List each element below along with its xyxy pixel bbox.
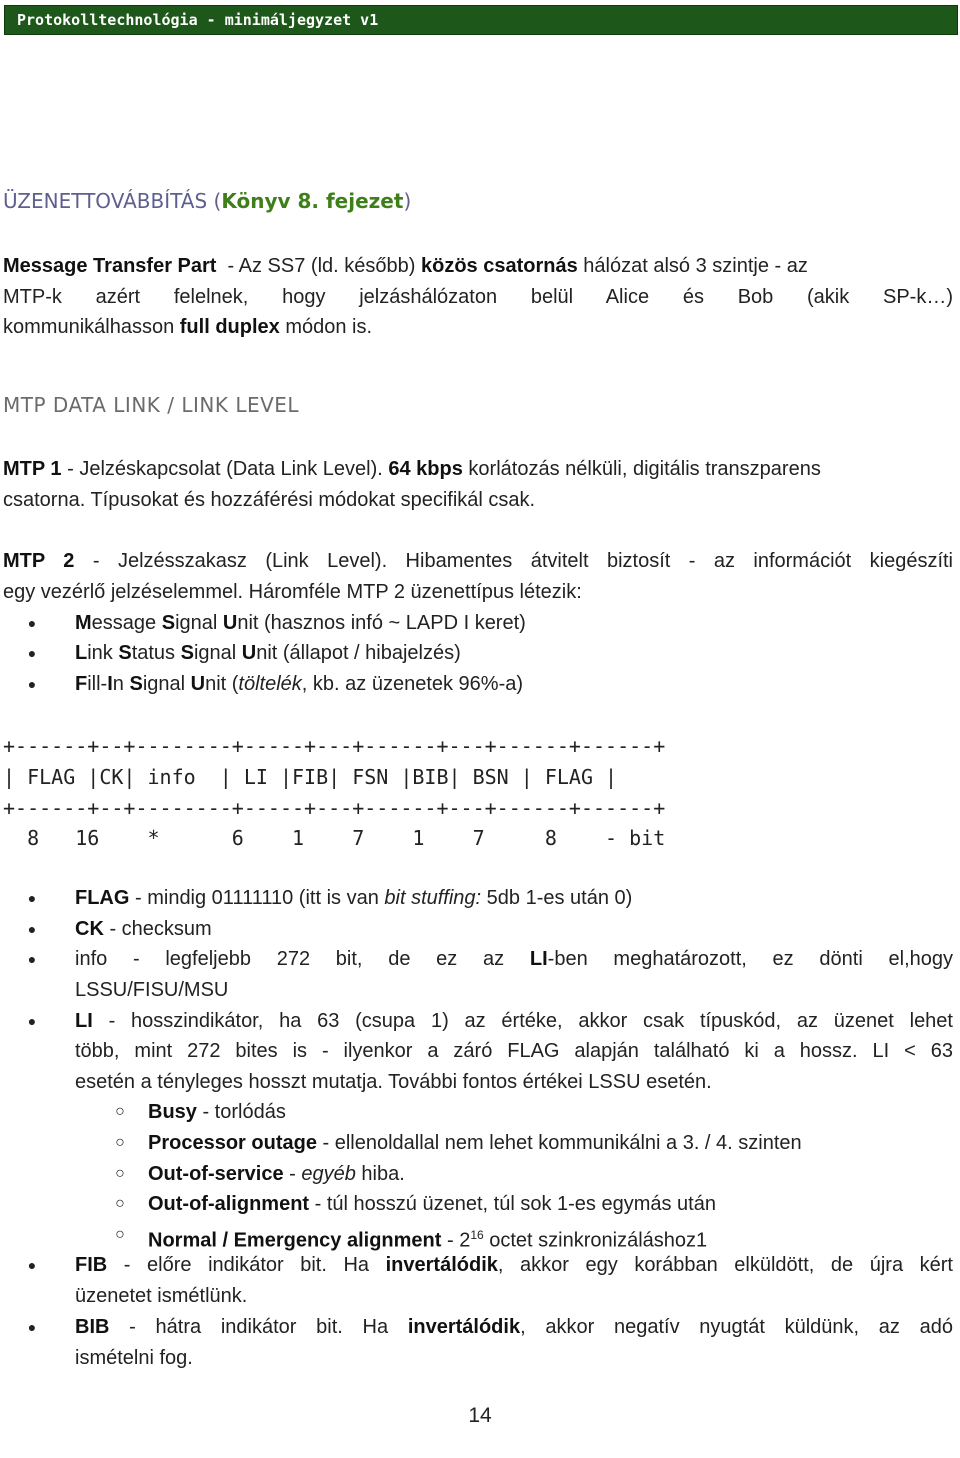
bib-description — [75, 1315, 953, 1339]
document-header-title: Protokolltechnológia - minimáljegyzet v1 — [17, 11, 379, 29]
field-text: több, mint 272 bites is - ilyenkor a záró FLAG alapján található ki a hossz. LI < 63 — [75, 1040, 953, 1062]
type-text: essage — [91, 612, 162, 634]
field-name: BIB — [75, 1316, 110, 1338]
intro-line-3 — [3, 315, 953, 339]
intro-text: módon is. — [285, 316, 373, 338]
fib-description — [75, 1253, 953, 1277]
value-name: Busy — [148, 1101, 197, 1123]
type-initial: U — [190, 673, 206, 695]
mtp2-line-1 — [3, 549, 953, 573]
field-name: LI — [75, 1010, 93, 1032]
mtp2-type-lssu — [75, 641, 953, 665]
field-text: - előre indikátor bit. Ha — [107, 1254, 386, 1276]
value-text: - 2 — [441, 1229, 471, 1252]
type-initial: L — [75, 642, 88, 664]
bullet-icon: ● — [27, 1013, 37, 1029]
page-number: 14 — [468, 1404, 492, 1427]
value-text: - ellenoldallal nem lehet kommunikálni a 3. / 4. szinten — [316, 1132, 802, 1154]
field-name: CK — [75, 918, 104, 940]
mtp1-rate: 64 kbps — [388, 458, 463, 480]
bullet-icon: ● — [27, 645, 37, 661]
value-text: - — [283, 1163, 302, 1185]
mtp2-type-msu — [75, 611, 953, 635]
bullet-icon: ● — [27, 921, 37, 937]
type-initial: S — [180, 642, 194, 664]
li-value-out-of-alignment — [148, 1192, 953, 1216]
mtp2-type-fisu — [75, 672, 953, 696]
field-text: - mindig 01111110 (itt is van — [129, 887, 385, 909]
value-text: - túl hosszú üzenet, túl sok 1-es egymás után — [309, 1193, 716, 1215]
heading-paren-open: ( — [213, 189, 222, 213]
field-term: invertálódik — [385, 1254, 498, 1276]
intro-text: - Az SS7 (ld. később) — [216, 255, 416, 277]
type-text: tatus — [131, 642, 181, 664]
mtp1-text: korlátozás nélküli, digitális transzparens — [468, 458, 821, 480]
info-description — [75, 947, 953, 971]
intro-term-mtp: Message Transfer Part — [3, 255, 217, 277]
field-text: esetén a tényleges hosszt mutatja. További fontos értékei LSSU esetén. — [75, 1071, 712, 1093]
type-initial: U — [222, 612, 238, 634]
field-name: FIB — [75, 1254, 108, 1276]
frame-border-bottom: +------+--+--------+-----+---+------+---+------+------+ — [3, 796, 666, 820]
type-initial: M — [75, 612, 92, 634]
type-initial: S — [161, 612, 176, 634]
value-name: Out-of-service — [148, 1163, 284, 1185]
frame-fields-row: | FLAG |CK| info | LI |FIB| FSN |BIB| BSN | FLAG | — [3, 765, 618, 789]
heading-chapter-ref: Könyv 8. fejezet — [221, 189, 404, 213]
mtp2-label: MTP 2 — [3, 550, 75, 572]
value-italic: egyéb — [301, 1163, 356, 1185]
circle-bullet-icon: ○ — [115, 1103, 125, 1120]
field-text: 5db 1-es után 0) — [481, 887, 633, 909]
field-text: - hátra indikátor bit. Ha — [109, 1316, 408, 1338]
type-text: ignal — [193, 642, 242, 664]
bullet-icon: ● — [27, 615, 37, 631]
type-initial: S — [129, 673, 143, 695]
field-term: invertálódik — [407, 1316, 521, 1338]
li-value-processor-outage — [148, 1131, 953, 1155]
value-name: Out-of-alignment — [148, 1193, 310, 1215]
intro-line-2: MTP-k azért felelnek, hogy jelzáshálózaton belül Alice és Bob (akik SP-k…) — [3, 286, 953, 308]
type-text: ink — [87, 642, 119, 664]
type-text: nit (hasznos infó ~ LAPD I keret) — [237, 612, 526, 634]
intro-line-1 — [3, 254, 953, 278]
type-initial: U — [241, 642, 257, 664]
mtp1-line-1 — [3, 457, 953, 481]
bullet-icon: ● — [27, 951, 37, 967]
li-value-out-of-service — [148, 1162, 953, 1186]
li-description — [75, 1009, 953, 1033]
superscript: 16 — [470, 1228, 484, 1242]
type-text: n — [112, 673, 130, 695]
intro-term-full-duplex: full duplex — [179, 316, 280, 338]
field-text: LSSU/FISU/MSU — [75, 979, 229, 1001]
circle-bullet-icon: ○ — [115, 1134, 125, 1151]
type-text: ignal — [142, 673, 191, 695]
type-initial: F — [75, 673, 88, 695]
circle-bullet-icon: ○ — [115, 1226, 125, 1243]
field-text: üzenetet ismétlünk. — [75, 1285, 248, 1307]
type-text: , kb. az üzenetek 96%-a) — [301, 673, 524, 695]
value-text: - torlódás — [196, 1101, 286, 1123]
field-text: -ben meghatározott, ez dönti el,hogy — [547, 948, 953, 970]
field-text: ismételni fog. — [75, 1347, 193, 1369]
circle-bullet-icon: ○ — [115, 1195, 125, 1212]
field-name: LI — [529, 948, 548, 970]
type-text: nit ( — [205, 673, 239, 695]
document-header-bar — [4, 5, 958, 35]
field-text: , akkor negatív nyugtát küldünk, az adó — [520, 1316, 953, 1338]
bullet-icon: ● — [27, 676, 37, 692]
field-name: FLAG — [75, 887, 130, 909]
circle-bullet-icon: ○ — [115, 1165, 125, 1182]
type-text: ill- — [87, 673, 108, 695]
type-initial: I — [107, 673, 113, 695]
type-text: ignal — [175, 612, 223, 634]
frame-border-top: +------+--+--------+-----+---+------+---+------+------+ — [3, 734, 666, 758]
li-value-alignment — [148, 1223, 953, 1253]
bullet-icon: ● — [27, 890, 37, 906]
value-text: hiba. — [355, 1163, 405, 1185]
frame-bit-lengths: 8 16 * 6 1 7 1 7 8 - bit — [3, 826, 666, 850]
value-text: octet szinkronizáláshoz1 — [483, 1229, 708, 1252]
intro-term-kozos: közös csatornás — [420, 255, 578, 277]
type-text: nit (állapot / hibajelzés) — [256, 642, 461, 664]
type-initial: S — [118, 642, 132, 664]
li-value-busy — [148, 1100, 953, 1124]
mtp2-line-2: egy vezérlő jelzéselemmel. Háromféle MTP 2 üzenettípus létezik: — [3, 581, 582, 603]
mtp1-line-2: csatorna. Típusokat és hozzáférési módokat specifikál csak. — [3, 489, 536, 511]
bullet-icon: ● — [27, 1257, 37, 1273]
field-text: - checksum — [103, 918, 212, 940]
mtp2-text: - Jelzésszakasz (Link Level). Hibamentes átvitelt biztosít - az információt kiegészíti — [92, 550, 953, 572]
flag-description — [75, 886, 953, 910]
field-text: - hosszindikátor, ha 63 (csupa 1) az értéke, akkor csak típuskód, az üzenet lehet — [92, 1010, 953, 1032]
section-heading-mtp-data-link: MTP DATA LINK / LINK LEVEL — [3, 393, 300, 417]
bullet-icon: ● — [27, 1319, 37, 1335]
intro-text: hálózat alsó 3 szintje - az — [583, 255, 808, 277]
mtp1-label: MTP 1 — [3, 458, 62, 480]
heading-main: ÜZENETTOVÁBBÍTÁS — [3, 189, 208, 213]
ck-description — [75, 917, 953, 941]
field-text: info - legfeljebb 272 bit, de ez az — [75, 948, 530, 970]
type-text: töltelék — [238, 673, 302, 695]
value-name: Processor outage — [148, 1132, 317, 1154]
field-italic: bit stuffing: — [384, 887, 482, 909]
intro-text: kommunikálhasson — [3, 316, 175, 338]
value-name: Normal / Emergency alignment — [148, 1229, 442, 1252]
mtp1-text: - Jelzéskapcsolat (Data Link Level). — [67, 458, 383, 480]
field-text: , akkor egy korábban elküldött, de újra kért — [497, 1254, 953, 1276]
section-heading-uzenettovabbitas — [3, 189, 953, 213]
heading-paren-close: ) — [403, 189, 412, 213]
